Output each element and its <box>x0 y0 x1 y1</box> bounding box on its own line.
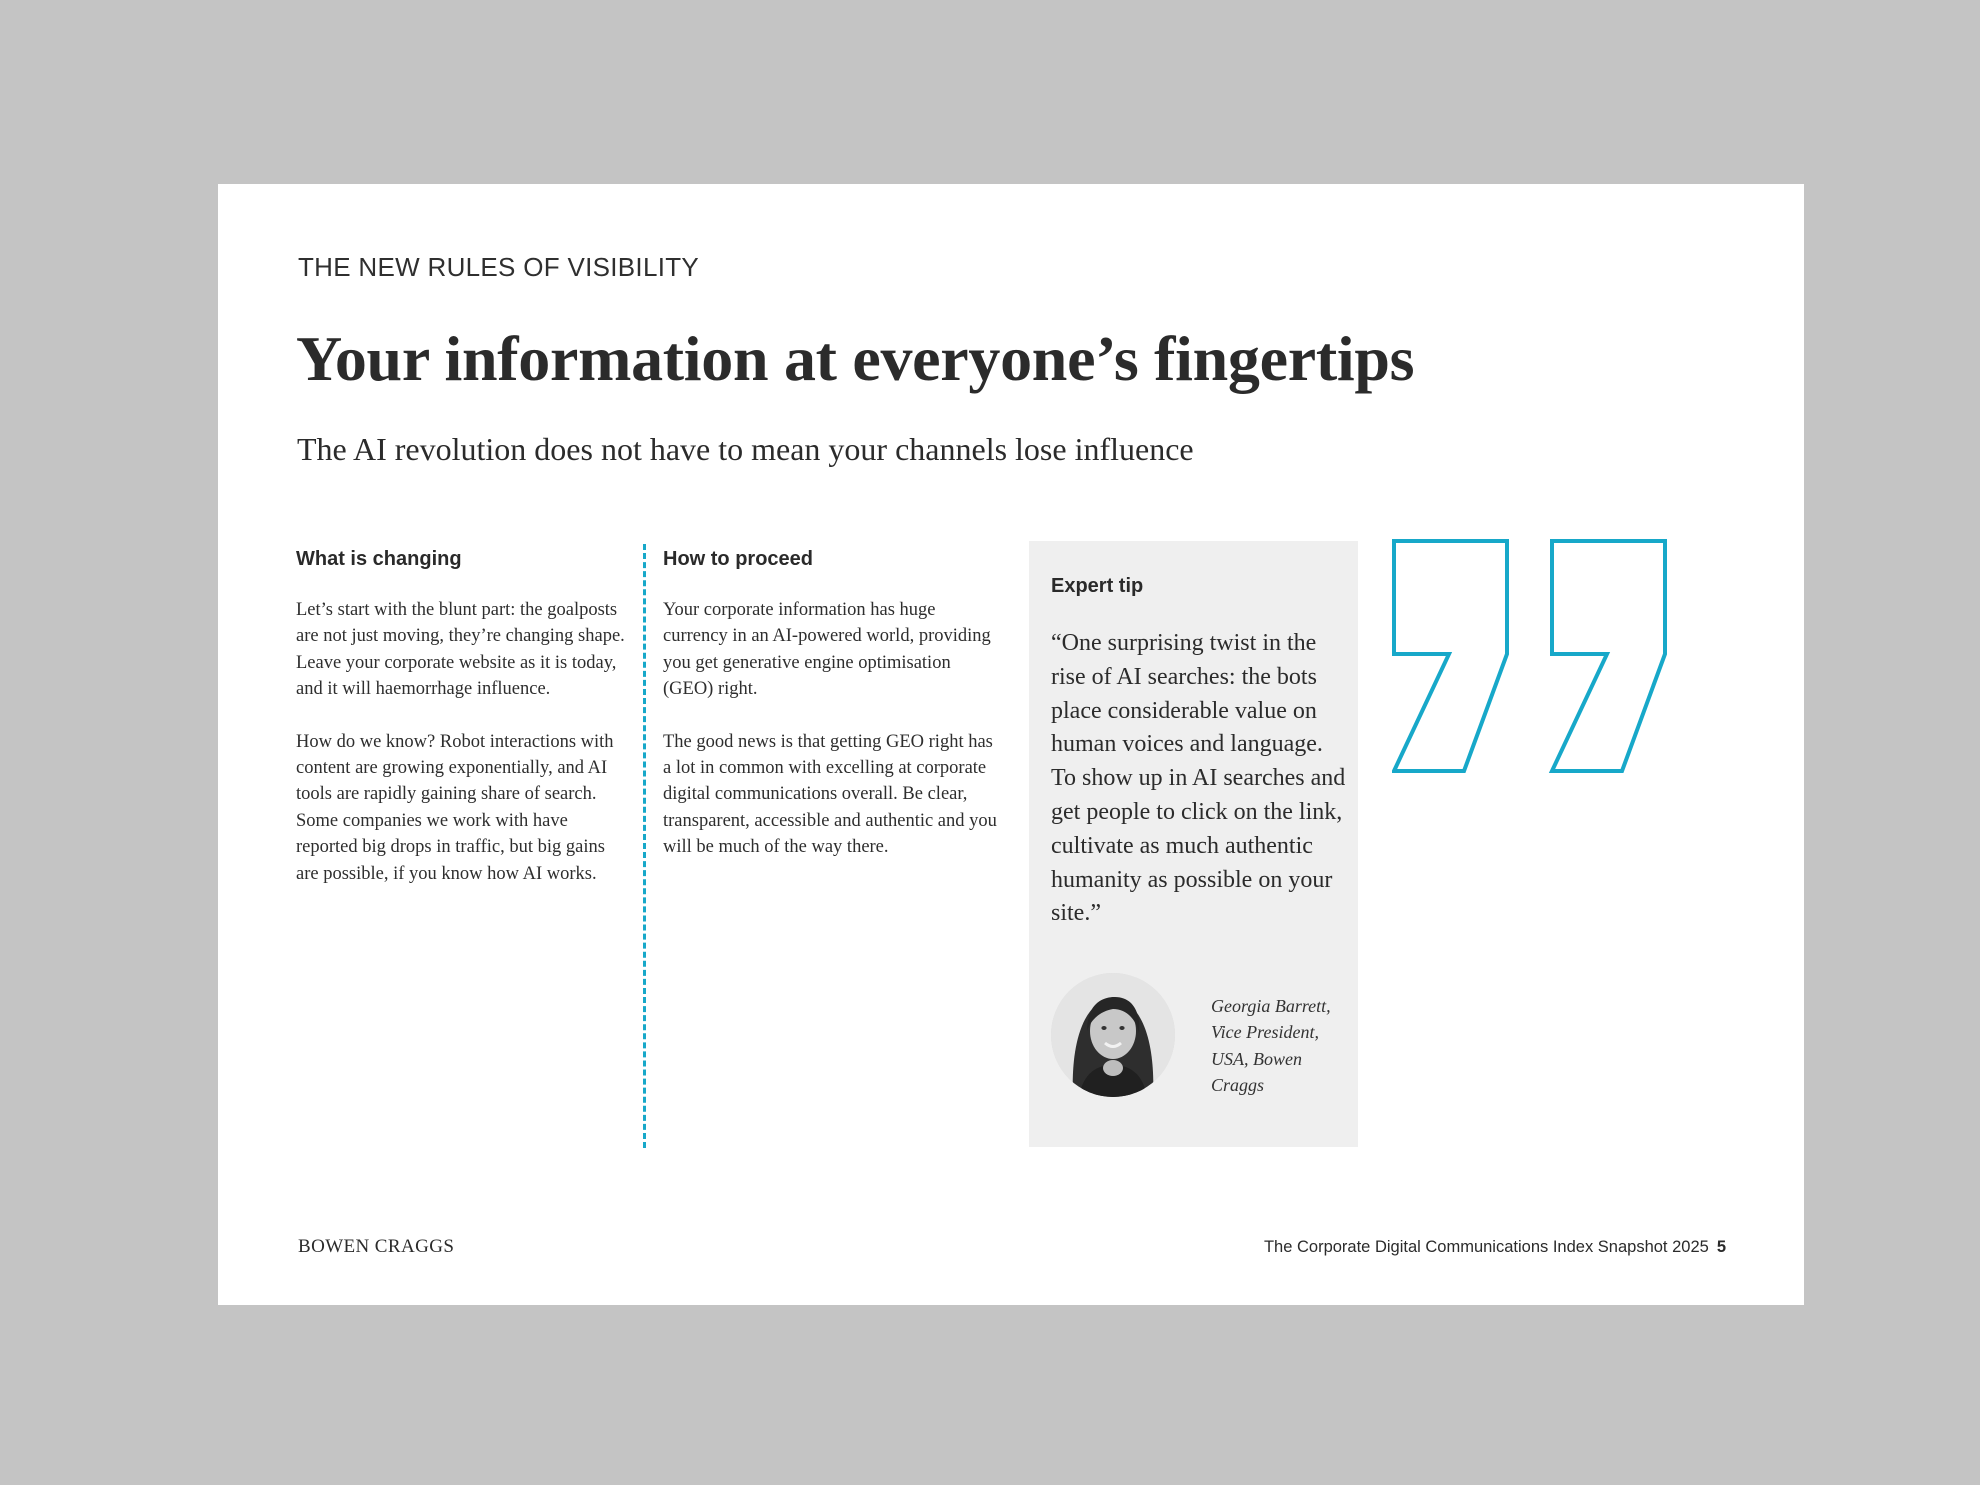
dashed-divider <box>643 544 646 1148</box>
column-heading: How to proceed <box>663 548 814 570</box>
portrait-photo <box>1051 973 1175 1097</box>
column-paragraph: The good news is that getting GEO right has a lot in common with excelling at corporate digital communications overall. Be clear, transparent, accessible and authentic and you will be much of the way there. <box>663 731 997 858</box>
page-number: 5 <box>1716 1238 1726 1256</box>
page-subtitle: The AI revolution does not have to mean your channels lose influence <box>297 431 1194 467</box>
column-paragraph: Your corporate information has huge currency in an AI-powered world, providing you get generative engine optimisation (GEO) right. <box>663 600 991 700</box>
expert-tip-heading: Expert tip <box>1051 575 1144 597</box>
column-paragraph: How do we know? Robot interactions with content are growing exponentially, and AI tools are rapidly gaining share of search. Some companies we work with have reported big drops in traffic, but big gains are possible, if you know how AI works. <box>296 731 614 884</box>
publication-title: The Corporate Digital Communications Index Snapshot 2025 <box>1263 1238 1709 1256</box>
column-what-is-changing <box>296 548 626 913</box>
column-paragraph: Let’s start with the blunt part: the goalposts are not just moving, they’re changing shape. Leave your corporate website as it is today, and it will haemorrhage influence. <box>296 600 625 700</box>
expert-quote: “One surprising twist in the rise of AI searches: the bots place considerable value on human voices and language. To show up in AI searches and get people to click on the link, cultivate as much authentic humanity as possible on your site.” <box>1051 630 1346 927</box>
column-how-to-proceed <box>663 548 1003 887</box>
column-heading: What is changing <box>296 548 462 570</box>
expert-tip-box <box>1029 541 1358 1147</box>
section-eyebrow: THE NEW RULES OF VISIBILITY <box>298 252 700 282</box>
footer-publication <box>1264 1238 1726 1257</box>
closing-quote-icon <box>1392 539 1677 774</box>
quote-attribution: Georgia Barrett, Vice President, USA, Bowen Craggs <box>1211 996 1331 1096</box>
page-title: Your information at everyone’s fingertips <box>296 323 1415 394</box>
avatar <box>1051 973 1175 1097</box>
document-page <box>218 184 1804 1305</box>
brand-logo: BOWEN CRAGGS <box>298 1236 455 1257</box>
